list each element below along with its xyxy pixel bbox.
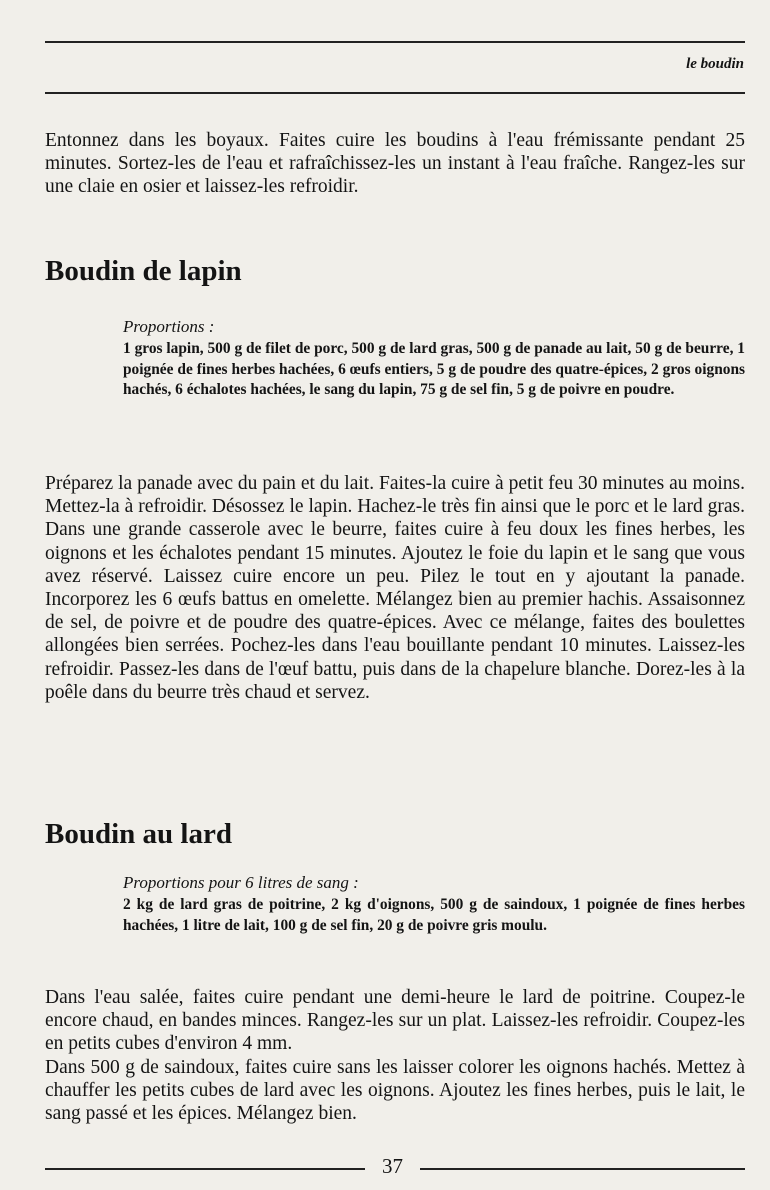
intro-paragraph: Entonnez dans les boyaux. Faites cuire les boudins à l'eau frémissante pendant 25 minutes. Sortez-les de l'eau et rafraîchissez-les un instant à l'eau fraîche. Rangez-les sur une claie en osier et laissez-les refroidir. <box>45 130 745 198</box>
header-rule-top <box>45 41 745 43</box>
proportions-list: 1 gros lapin, 500 g de filet de porc, 500 g de lard gras, 500 g de panade au lait, 50 g de beurre, 1 poignée de fines herbes hachées, 6 œufs entiers, 5 g de poudre des quatre-épices, 2 gros oignons hachés, 6 échalotes hachées, le sang du lapin, 75 g de sel fin, 5 g de poivre en poudre. <box>123 340 745 399</box>
footer-rule-right <box>420 1168 745 1170</box>
recipe-method: Dans l'eau salée, faites cuire pendant une demi-heure le lard de poitrine. Coupez-le encore chaud, en bandes minces. Rangez-les sur un plat. Laissez-les refroidir. Coupez-les en petits cubes d'environ 4 mm. <box>45 987 745 1055</box>
recipe-title-boudin-au-lard: Boudin au lard <box>45 818 232 850</box>
proportions-label: Proportions : <box>123 317 215 336</box>
header-rule-bottom <box>45 92 745 94</box>
page-number: 37 <box>382 1154 403 1178</box>
recipe-method-continued: Dans 500 g de saindoux, faites cuire sans les laisser colorer les oignons hachés. Mettez à chauffer les petits cubes de lard avec les oignons. Ajoutez les fines herbes, puis le lait, le sang passé et les épices. Mélangez bien. <box>45 1057 745 1125</box>
proportions-list: 2 kg de lard gras de poitrine, 2 kg d'oignons, 500 g de saindoux, 1 poignée de fines herbes hachées, 1 litre de lait, 100 g de sel fin, 20 g de poivre gris moulu. <box>123 896 745 934</box>
proportions-label: Proportions pour 6 litres de sang : <box>123 873 359 892</box>
recipe-title-boudin-de-lapin: Boudin de lapin <box>45 255 242 287</box>
recipe-method: Préparez la panade avec du pain et du lait. Faites-la cuire à petit feu 30 minutes au moins. Mettez-la à refroidir. Désossez le lapin. Hachez-le très fin ainsi que le porc et le lard gras. Dans une grande casserole avec le beurre, faites cuire à feu doux les fines herbes, les oignons et les échalotes pendant 15 minutes. Ajoutez le foie du lapin et le sang que vous avez réservé. Laissez cuire encore un peu. Pilez le tout en y ajoutant la panade. Incorporez les 6 œufs battus en omelette. Mélangez bien au premier hachis. Assaisonnez de sel, de poivre et de poudre des quatre-épices. Avec ce mélange, faites des boulettes allongées bien serrées. Pochez-les dans l'eau bouillante pendant 10 minutes. Laissez-les refroidir. Passez-les dans de l'œuf battu, puis dans de la chapelure blanche. Dorez-les à la poêle dans du beurre très chaud et servez. <box>45 473 745 703</box>
running-head: le boudin <box>686 56 744 72</box>
footer-rule-left <box>45 1168 365 1170</box>
